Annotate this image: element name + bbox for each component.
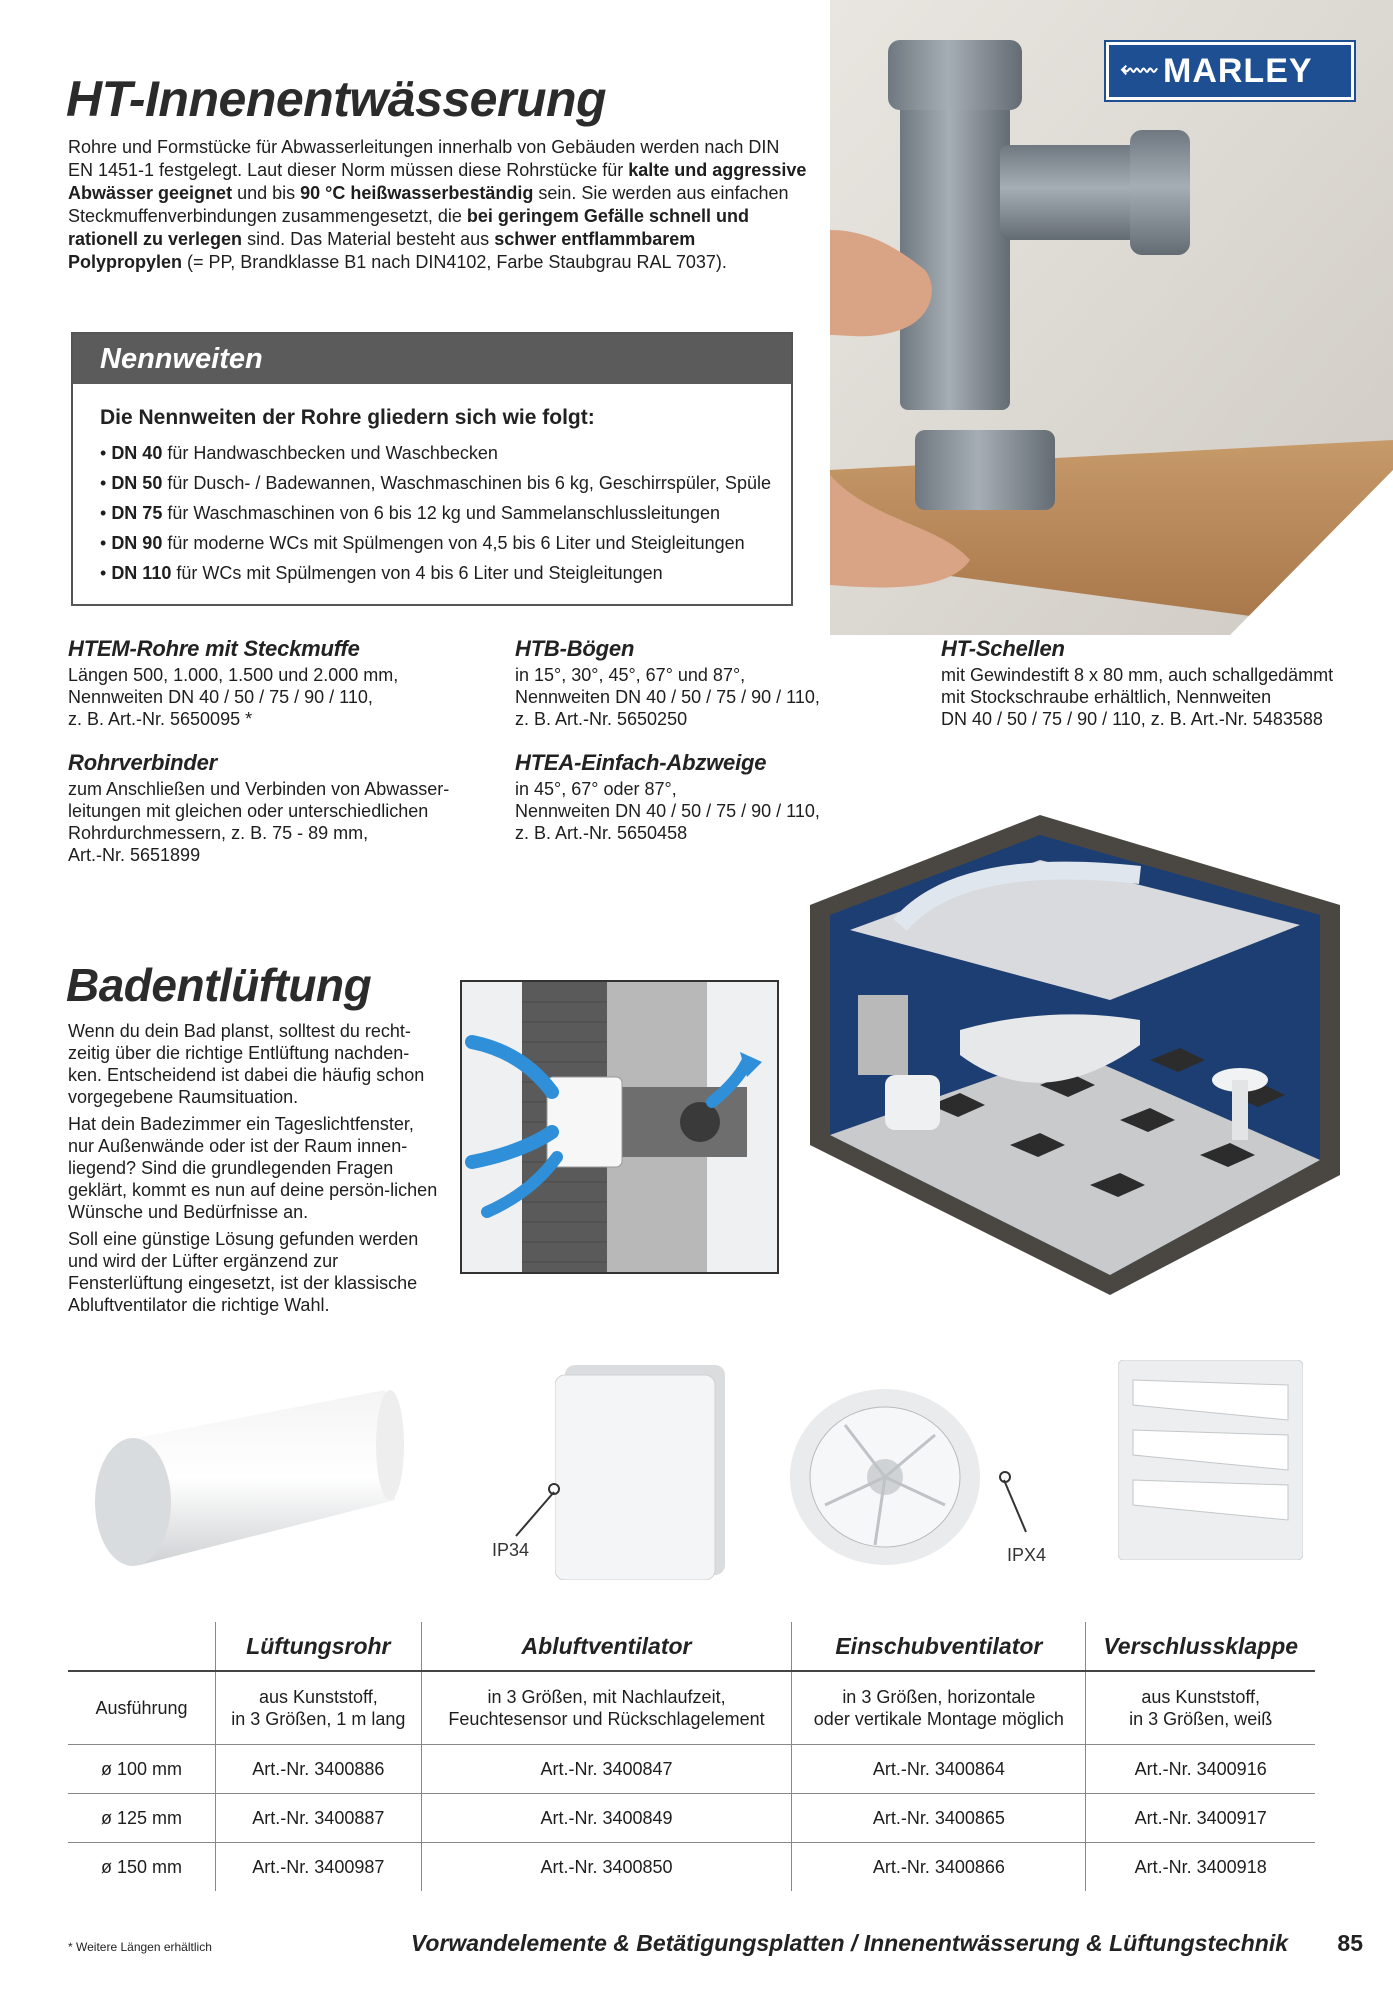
table-cell: Art.-Nr. 3400918 [1086,1843,1315,1892]
badentlueftung-text [68,1020,438,1321]
table-row [68,1745,1315,1794]
product-title: Rohrverbinder [68,750,217,775]
paragraph: Wenn du dein Bad planst, solltest du recht-zeitig über die richtige Entlüftung nachden-ken. Entscheidend ist dabei die häufig schon vorgegebene Raumsituation. [68,1021,425,1107]
table-cell: Art.-Nr. 3400887 [216,1794,422,1843]
table-cell: aus Kunststoff, in 3 Größen, 1 m lang [216,1671,422,1745]
marley-logo [1106,42,1354,100]
row-label: ø 100 mm [68,1745,216,1794]
product-title: HTEM-Rohre mit Steckmuffe [68,636,360,661]
product-desc: zum Anschließen und Verbinden von Abwasser- leitungen mit gleichen oder unterschiedlichen Rohrdurchmessern, z. B. 75 - 89 mm, Art.-Nr. 5651899 [68,779,450,865]
col-header-verschlussklappe: Verschlussklappe [1086,1622,1315,1671]
product-title: HTB-Bögen [515,636,635,661]
product-title: HT-Schellen [941,636,1065,661]
table-cell: Art.-Nr. 3400886 [216,1745,422,1794]
paragraph: Hat dein Badezimmer ein Tageslichtfenster, nur Außenwände oder ist der Raum innen-liegend? Sind die grundlegenden Fragen geklärt, kommt es nun auf deine persön-lichen Wünsche und Bedürfnisse an. [68,1114,438,1222]
product-rohrverbinder [68,750,488,866]
intro-paragraph: Rohre und Formstücke für Abwasserleitungen innerhalb von Gebäuden werden nach DIN EN 1451-1 festgelegt. Laut dieser Norm müssen diese Rohrstücke für kalte und aggressive Abwässer geeignet und bis 90 °C heißwasserbeständig sein. Sie werden aus einfachen Steckmuffenverbindungen zusammengesetzt, die bei geringem Gefälle schnell und rationell zu verlegen sind. Das Material besteht aus schwer entflammbarem Polypropylen (= PP, Brandklasse B1 nach DIN4102, Farbe Staubgrau RAL 7037). [68,137,807,272]
table-row [68,1794,1315,1843]
list-item: • DN 75 für Waschmaschinen von 6 bis 12 kg und Sammelanschlussleitungen [100,498,791,528]
table-corner [68,1622,216,1671]
row-label: Ausführung [68,1671,216,1745]
list-item: • DN 90 für moderne WCs mit Spülmengen von 4,5 bis 6 Liter und Steigleitungen [100,528,791,558]
ipx4-label: IPX4 [1007,1545,1047,1565]
table-cell: Art.-Nr. 3400917 [1086,1794,1315,1843]
page-title: HT-Innenentwässerung [66,71,607,127]
nennweiten-list [73,438,791,588]
table-cell: Art.-Nr. 3400847 [421,1745,792,1794]
table-cell: aus Kunststoff, in 3 Größen, weiß [1086,1671,1315,1745]
table-cell: Art.-Nr. 3400916 [1086,1745,1315,1794]
footnote: * Weitere Längen erhältlich [68,1940,212,1954]
row-label: ø 125 mm [68,1794,216,1843]
wall-fan-illustration [460,980,779,1274]
brand-name: MARLEY [1163,51,1313,90]
paragraph: Soll eine günstige Lösung gefunden werden und wird der Lüfter ergänzend zur Fensterlüftung eingesetzt, ist der klassische Abluftventilator die richtige Wahl. [68,1229,419,1315]
product-desc: mit Gewindestift 8 x 80 mm, auch schallgedämmt mit Stockschraube erhältlich, Nennweiten DN 40 / 50 / 75 / 90 / 110, z. B. Art.-Nr. 5483588 [941,665,1334,729]
table-cell: Art.-Nr. 3400849 [421,1794,792,1843]
list-item: • DN 40 für Handwaschbecken und Waschbecken [100,438,791,468]
product-htem [68,636,468,730]
table-cell: Art.-Nr. 3400987 [216,1843,422,1892]
product-htb [515,636,915,730]
row-label: ø 150 mm [68,1843,216,1892]
table-row [68,1671,1315,1745]
marley-emblem-icon: ⬳ [1120,55,1158,85]
list-item: • DN 50 für Dusch- / Badewannen, Waschmaschinen bis 6 kg, Geschirrspüler, Spüle [100,468,791,498]
page-number: 85 [1337,1930,1363,1956]
nennweiten-box [71,332,793,606]
footer-section-title: Vorwandelemente & Betätigungsplatten / Innenentwässerung & Lüftungstechnik [410,1930,1288,1956]
einschubventilator-photo [785,1385,1000,1570]
product-desc: Längen 500, 1.000, 1.500 und 2.000 mm, Nennweiten DN 40 / 50 / 75 / 90 / 110, z. B. Art.-Nr. 5650095 * [68,665,399,729]
table-row [68,1843,1315,1892]
bathroom-cutaway-illustration [810,815,1340,1295]
table-cell: Art.-Nr. 3400865 [792,1794,1086,1843]
col-header-einschubventilator: Einschubventilator [792,1622,1086,1671]
nennweiten-heading: Nennweiten [73,334,791,384]
ip34-label: IP34 [492,1540,530,1560]
lueftungsrohr-photo [85,1380,410,1580]
product-desc: in 45°, 67° oder 87°, Nennweiten DN 40 / 50 / 75 / 90 / 110, z. B. Art.-Nr. 5650458 [515,779,820,843]
nennweiten-intro: Die Nennweiten der Rohre gliedern sich wie folgt: [100,406,595,429]
col-header-lueftungsrohr: Lüftungsrohr [216,1622,422,1671]
table-cell: in 3 Größen, mit Nachlaufzeit, Feuchtesensor und Rückschlagelement [421,1671,792,1745]
product-desc: in 15°, 30°, 45°, 67° und 87°, Nennweiten DN 40 / 50 / 75 / 90 / 110, z. B. Art.-Nr. 5650250 [515,665,820,729]
list-item: • DN 110 für WCs mit Spülmengen von 4 bis 6 Liter und Steigleitungen [100,558,791,588]
table-cell: Art.-Nr. 3400866 [792,1843,1086,1892]
table-cell: Art.-Nr. 3400864 [792,1745,1086,1794]
product-title: HTEA-Einfach-Abzweige [515,750,767,775]
table-cell: in 3 Größen, horizontale oder vertikale Montage möglich [792,1671,1086,1745]
ipx4-leader-line [1002,1478,1032,1538]
table-cell: Art.-Nr. 3400850 [421,1843,792,1892]
ip34-leader-line [510,1490,558,1540]
section-title-badentlueftung: Badentlüftung [66,959,372,1011]
abluftventilator-photo [555,1365,740,1580]
product-ht-schellen [941,636,1361,730]
spec-table [68,1622,1315,1891]
verschlussklappe-photo [1118,1360,1303,1560]
col-header-abluftventilator: Abluftventilator [421,1622,792,1671]
